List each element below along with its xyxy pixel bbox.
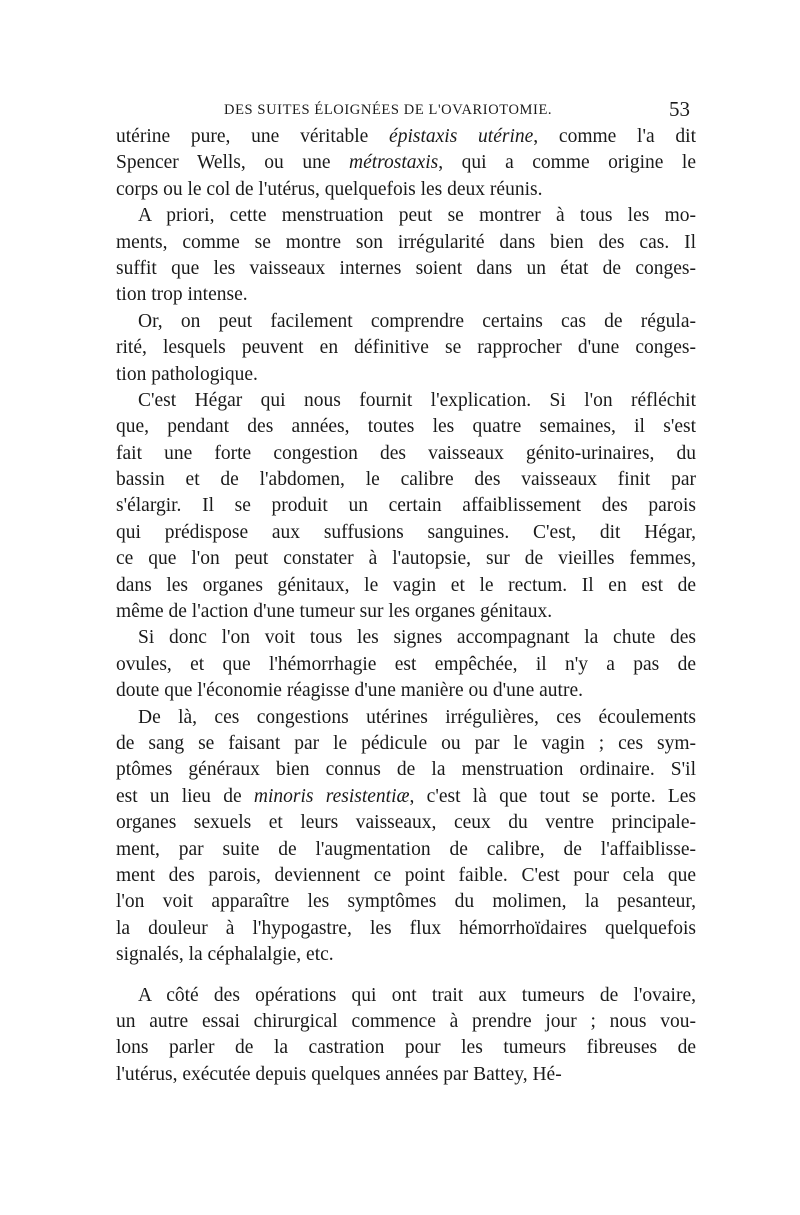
text-line (116, 335, 696, 361)
text-line (116, 705, 696, 731)
text-run: signalés, la céphalalgie, etc. (116, 944, 334, 966)
text-run: rité, lesquels peuvent en définitive se rapprocher d'une conges- (116, 337, 696, 359)
text-run: lons parler de la castration pour les tumeurs fibreuses de (116, 1037, 696, 1059)
text-line (116, 177, 696, 203)
paragraph (116, 124, 696, 203)
text-run: s'élargir. Il se produit un certain affaiblissement des parois (116, 495, 696, 517)
page-number: 53 (669, 97, 690, 121)
text-line (116, 441, 696, 467)
text-run: de sang se faisant par le pédicule ou par le vagin ; ces sym- (116, 732, 696, 754)
paragraph (116, 309, 696, 388)
paragraph (116, 625, 696, 704)
text-line (116, 837, 696, 863)
text-line (116, 573, 696, 599)
italic-term: épistaxis utérine (389, 126, 534, 147)
text-line (116, 1062, 696, 1088)
text-run: ce que l'on peut constater à l'autopsie, sur de vieilles femmes, (116, 548, 696, 570)
text-run: bassin et de l'abdomen, le calibre des vaisseaux finit par (116, 469, 696, 491)
text-run: A priori, cette menstruation peut se montrer à tous les mo- (138, 205, 696, 227)
paragraph (116, 705, 696, 969)
text-run: utérine pure, une véritable (116, 126, 390, 147)
text-run: tion trop intense. (116, 284, 248, 306)
text-line (116, 1035, 696, 1061)
running-head: DES SUITES ÉLOIGNÉES DE L'OVARIOTOMIE. (224, 102, 553, 118)
text-line (116, 467, 696, 493)
paragraph (116, 203, 696, 309)
text-run: Si donc l'on voit tous les signes accompagnant la chute des (138, 627, 696, 649)
text-line (116, 388, 696, 414)
text-run: qui prédispose aux suffusions sanguines. C'est, dit Hégar, (116, 521, 696, 543)
text-run: la douleur à l'hypogastre, les flux hémorrhoïdaires quelquefois (116, 917, 696, 939)
text-line (116, 625, 696, 651)
text-run: , comme l'a dit (533, 126, 696, 147)
text-run: corps ou le col de l'utérus, quelquefois les deux réunis. (116, 178, 543, 200)
text-line (116, 942, 696, 968)
text-run: suffit que les vaisseaux internes soient dans un état de conges- (116, 257, 696, 279)
text-run: l'on voit apparaître les symptômes du molimen, la pesanteur, (116, 891, 696, 913)
text-run: l'utérus, exécutée depuis quelques années par Battey, Hé- (116, 1063, 562, 1085)
text-line (116, 256, 696, 282)
text-line (116, 916, 696, 942)
text-line (116, 863, 696, 889)
text-run: même de l'action d'une tumeur sur les organes génitaux. (116, 601, 553, 623)
text-run: tion pathologique. (116, 363, 258, 385)
text-run: ptômes généraux bien connus de la menstruation ordinaire. S'il (116, 759, 696, 781)
text-run: un autre essai chirurgical commence à prendre jour ; nous vou- (116, 1010, 696, 1032)
italic-term: minoris resistentiæ (253, 785, 410, 807)
text-run: ment des parois, deviennent ce point faible. C'est pour cela que (116, 864, 696, 886)
paragraph (116, 388, 696, 626)
text-line (116, 124, 696, 150)
text-run: fait une forte congestion des vaisseaux génito-urinaires, du (116, 442, 696, 464)
text-line (116, 889, 696, 915)
text-line (116, 757, 696, 783)
text-line (116, 652, 696, 678)
text-run: , c'est là que tout se porte. Les (409, 785, 697, 807)
text-line (116, 678, 696, 704)
text-line (116, 282, 696, 308)
text-run: est un lieu de (116, 785, 254, 807)
text-line (116, 203, 696, 229)
text-run: De là, ces congestions utérines irrégulières, ces écoulements (138, 706, 696, 728)
text-run: que, pendant des années, toutes les quatre semaines, il s'est (116, 416, 696, 438)
text-run: organes sexuels et leurs vaisseaux, ceux du ventre principale- (116, 812, 696, 834)
text-line (116, 983, 696, 1009)
text-run: ments, comme se montre son irrégularité dans bien des cas. Il (116, 231, 696, 253)
text-line (116, 784, 696, 810)
text-line (116, 546, 696, 572)
text-line (116, 599, 696, 625)
text-run: A côté des opérations qui ont trait aux tumeurs de l'ovaire, (138, 984, 696, 1006)
text-line (116, 493, 696, 519)
text-line (116, 362, 696, 388)
text-line (116, 309, 696, 335)
text-line (116, 520, 696, 546)
text-run: dans les organes génitaux, le vagin et le rectum. Il en est de (116, 574, 696, 596)
text-line (116, 150, 696, 176)
text-line (116, 810, 696, 836)
text-run: Or, on peut facilement comprendre certains cas de régula- (138, 310, 696, 332)
italic-term: métrostaxis (349, 152, 439, 174)
page-header (116, 97, 690, 124)
text-run: doute que l'économie réagisse d'une manière ou d'une autre. (116, 680, 583, 702)
paragraph (116, 983, 696, 1089)
text-line (116, 230, 696, 256)
text-run: Spencer Wells, ou une (116, 152, 350, 174)
text-run: C'est Hégar qui nous fournit l'explication. Si l'on réfléchit (138, 389, 696, 411)
text-run: ment, par suite de l'augmentation de calibre, de l'affaiblisse- (116, 838, 696, 860)
text-run: ovules, et que l'hémorrhagie est empêchée, il n'y a pas de (116, 653, 696, 675)
text-line (116, 731, 696, 757)
text-run: , qui a comme origine le (438, 152, 696, 174)
text-line (116, 1009, 696, 1035)
text-line (116, 414, 696, 440)
body-text (116, 124, 696, 1088)
